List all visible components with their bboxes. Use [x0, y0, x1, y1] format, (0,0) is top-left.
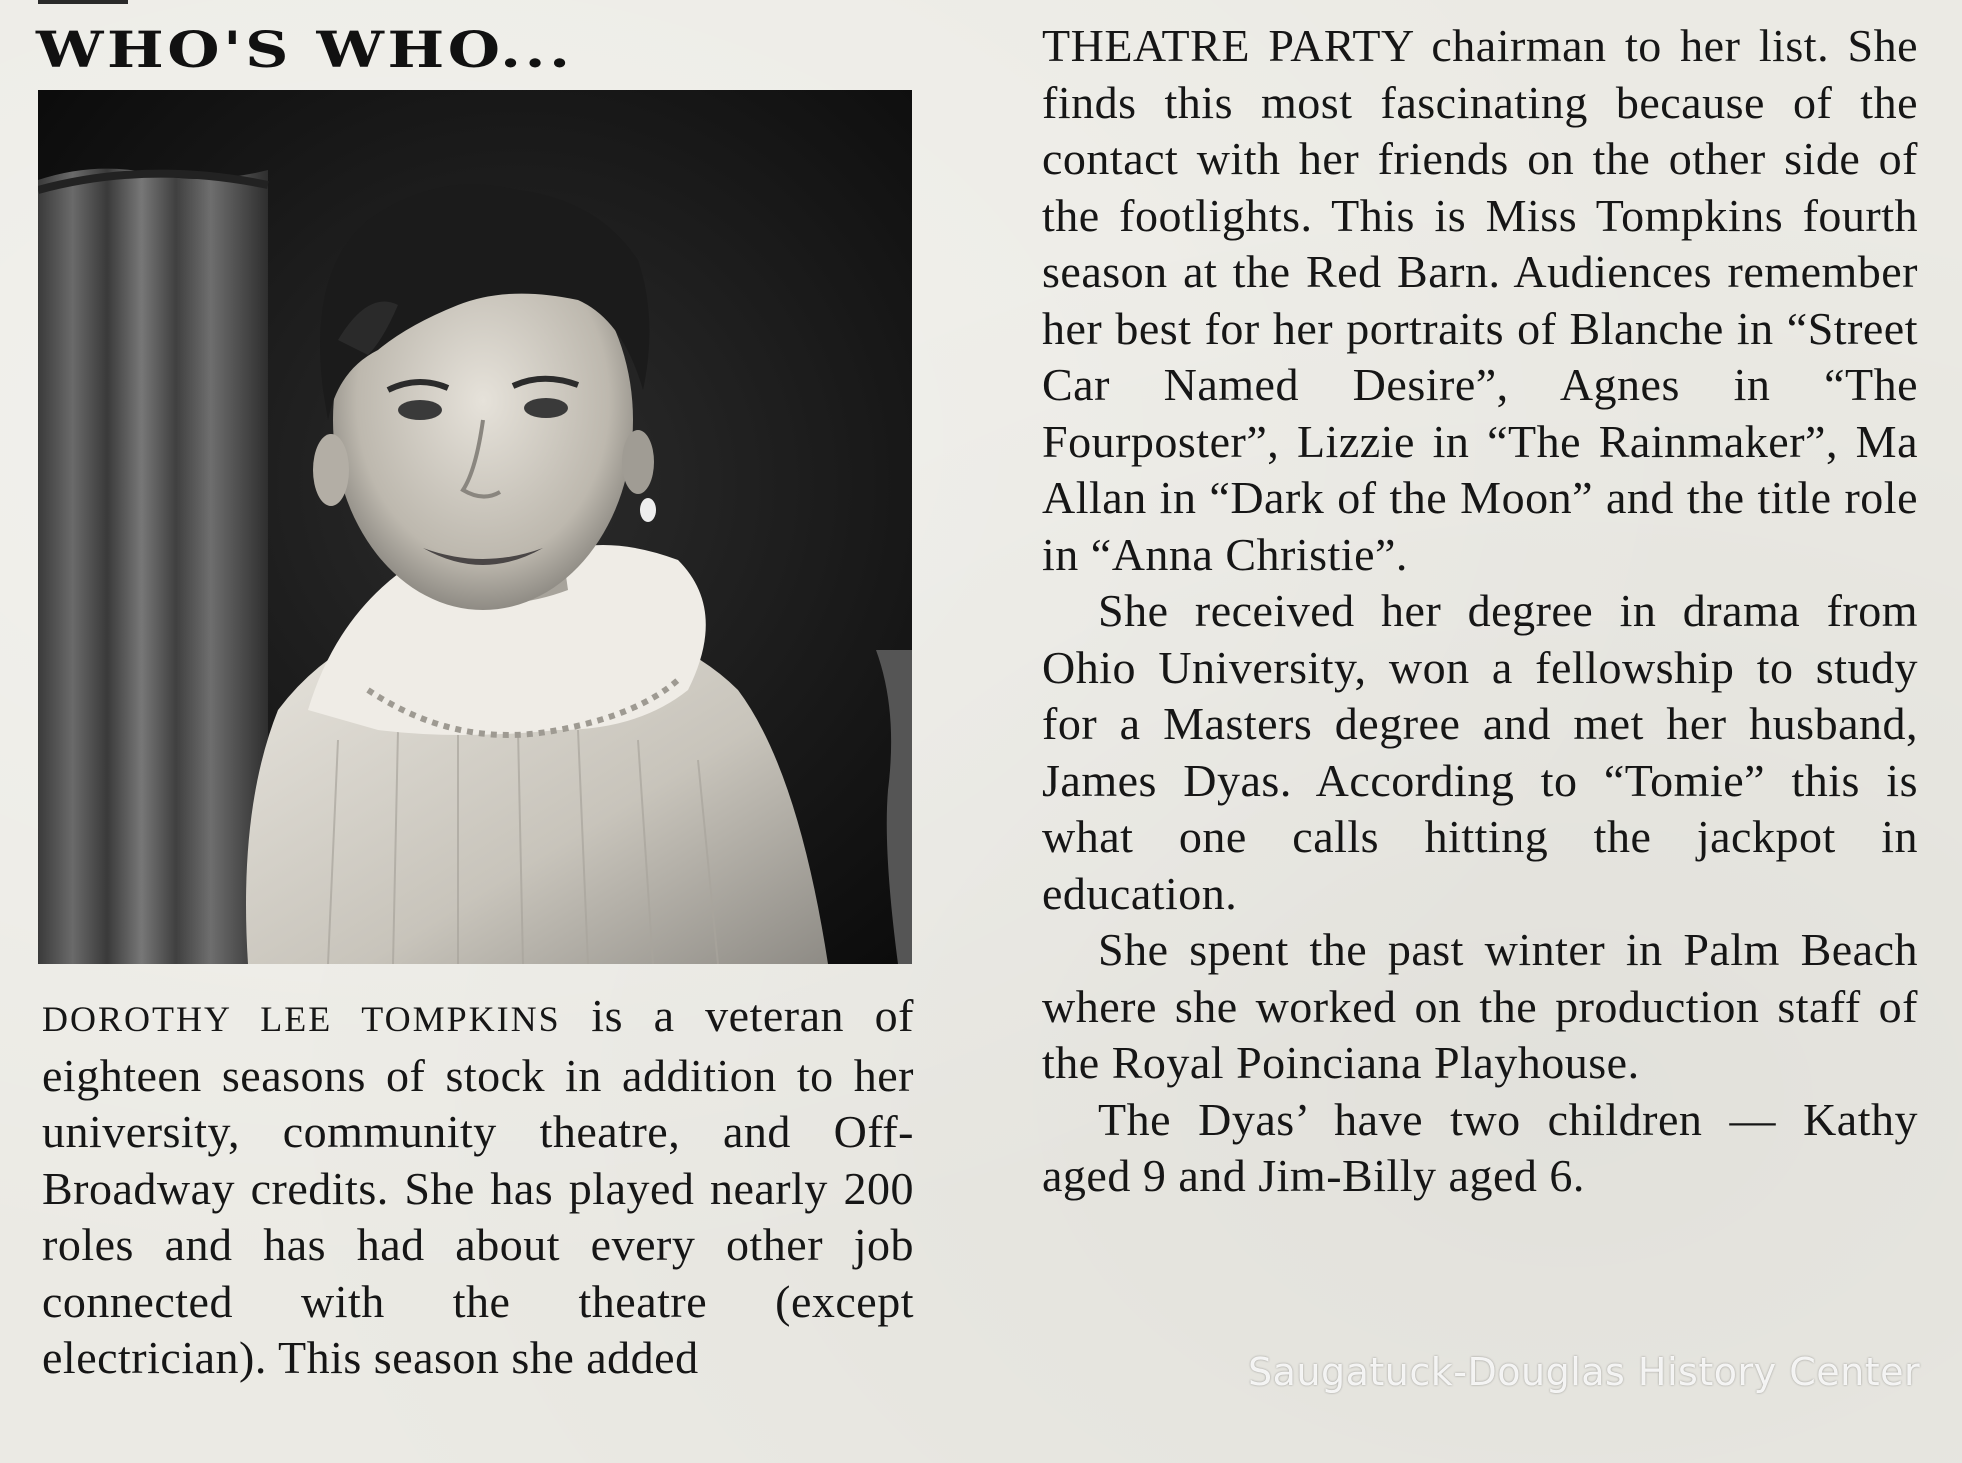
- right-paragraph-4: The Dyas’ have two children — Kathy aged 9 and Jim-Billy aged 6.: [1042, 1093, 1918, 1201]
- portrait-illustration: [38, 90, 912, 964]
- left-paragraph: [42, 988, 914, 1387]
- watermark: Saugatuck-Douglas History Center: [1248, 1350, 1921, 1394]
- right-paragraph-3: She spent the past winter in Palm Beach where she worked on the production staff of the Royal Poinciana Playhouse.: [1042, 924, 1918, 1088]
- left-paragraph-text: is a veteran of eighteen seasons of stock in addition to her university, community theatre, and Off-Broadway credits. She has played nearly 200 roles and has had about every other job connected with the theatre (except electrician). This season she added: [42, 990, 914, 1383]
- left-column: [42, 988, 914, 1387]
- right-paragraph-1: THEATRE PARTY chairman to her list. She finds this most fascinating because of the contact with her friends on the other side of the footlights. This is Miss Tompkins fourth season at the Red Barn. Audiences remember her best for her portraits of Blanche in “Street Car Named Desire”, Agnes in “The Fourposter”, Lizzie in “The Rainmaker”, Ma Allan in “Dark of the Moon” and the title role in “Anna Christie”.: [1042, 20, 1918, 580]
- portrait-photo: [38, 90, 912, 964]
- right-paragraph-2: She received her degree in drama from Ohio University, won a fellowship to study for a Masters degree and met her husband, James Dyas. According to “Tomie” this is what one calls hitting the jackpot in education.: [1042, 585, 1918, 919]
- top-rule: [38, 0, 128, 4]
- lead-name: DOROTHY LEE TOMPKINS: [42, 999, 561, 1039]
- right-column: [1042, 18, 1918, 1205]
- page-heading: WHO'S WHO...: [36, 20, 574, 79]
